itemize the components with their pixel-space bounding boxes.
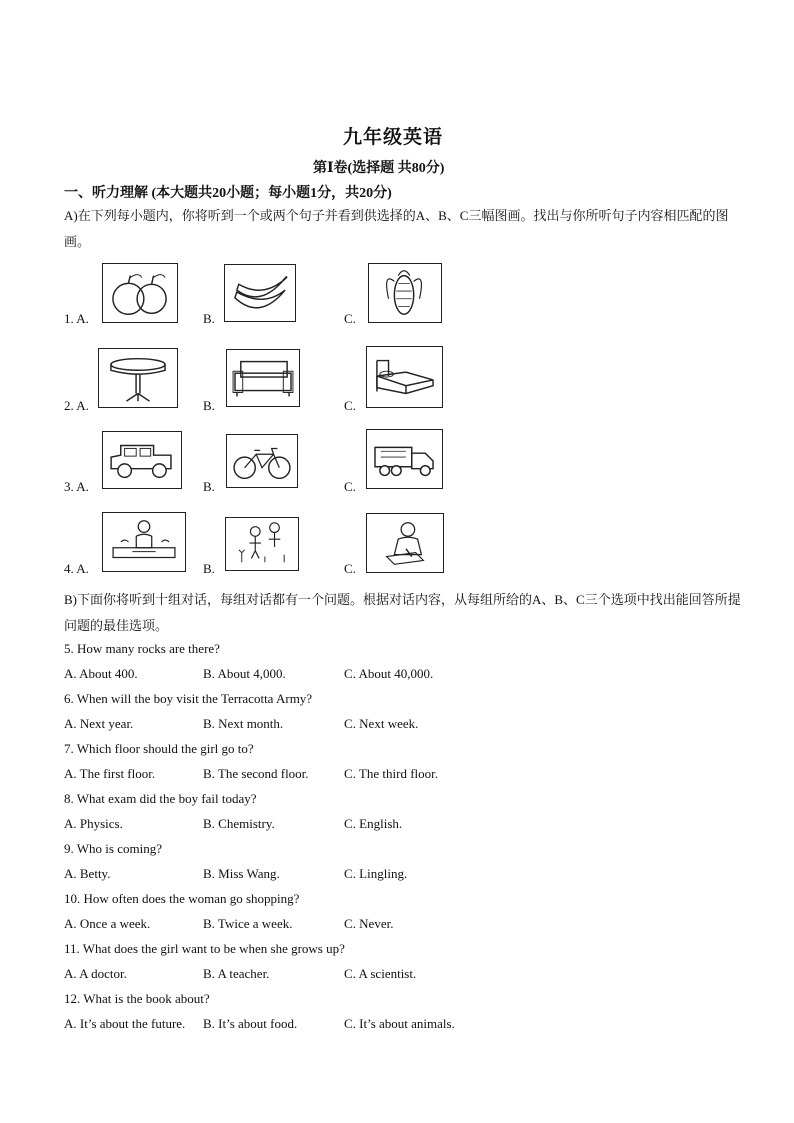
sofa-icon [226,349,300,407]
question-text: 8. What exam did the boy fail today? [64,791,257,806]
choice-c: C. Never. [344,916,394,931]
jeep-icon [102,431,182,489]
choice-b: B. About 4,000. [203,666,286,681]
choice-b: B. The second floor. [203,766,309,781]
question-text: 7. Which floor should the girl go to? [64,741,254,756]
option-label: 4. A. [64,561,89,576]
question-text: 6. When will the boy visit the Terracotta Army? [64,691,313,706]
choice-a: A. Once a week. [64,916,151,931]
choice-a: A. About 400. [64,666,138,681]
option-label: B. [203,479,215,494]
question-text: 12. What is the book about? [64,991,210,1006]
choice-b: B. Miss Wang. [203,866,280,881]
bicycle-icon [226,434,298,488]
option-label: B. [203,561,215,576]
option-label: C. [344,311,356,326]
choice-c: C. Lingling. [344,866,408,881]
option-label: C. [344,398,356,413]
question-text: 5. How many rocks are there? [64,641,220,656]
section-heading: 一、听力理解 (本大题共20小题；每小题1分，共20分) [64,186,392,201]
choice-c: C. A scientist. [344,966,417,981]
option-label: 1. A. [64,311,89,326]
question-text: 10. How often does the woman go shopping? [64,891,300,906]
option-label: 2. A. [64,398,89,413]
choice-a: A. It’s about the future. [64,1016,186,1031]
bananas-icon [224,264,296,322]
choice-b: B. Twice a week. [203,916,293,931]
option-label: B. [203,311,215,326]
truck-icon [366,429,443,489]
question-text: 11. What does the girl want to be when she grows up? [64,941,345,956]
boy-writing-icon [366,513,444,573]
choice-a: A. Next year. [64,716,134,731]
option-label: C. [344,479,356,494]
question-text: 9. Who is coming? [64,841,162,856]
choice-c: C. About 40,000. [344,666,434,681]
choice-a: A. Betty. [64,866,111,881]
choice-c: C. It’s about animals. [344,1016,455,1031]
choice-b: B. It’s about food. [203,1016,298,1031]
choice-b: B. Next month. [203,716,284,731]
option-label: B. [203,398,215,413]
choice-a: A. Physics. [64,816,123,831]
choice-c: C. The third floor. [344,766,439,781]
table-icon [98,348,178,408]
man-cooking-icon [102,512,186,572]
page-title: 九年级英语 [343,127,444,148]
option-label: C. [344,561,356,576]
choice-c: C. English. [344,816,403,831]
part-b-instruction: B)下面你将听到十组对话，每组对话都有一个问题。根据对话内容，从每组所给的A、B、C三个选项中找出能回答所提问题的最佳选项。 [64,592,741,633]
part-a-instruction: A)在下列每小题内，你将听到一个或两个句子并看到供选择的A、B、C三幅图画。找出与你所听句子内容相匹配的图画。 [64,208,729,249]
choice-b: B. Chemistry. [203,816,275,831]
choice-b: B. A teacher. [203,966,270,981]
bed-icon [366,346,443,408]
choice-c: C. Next week. [344,716,419,731]
option-label: 3. A. [64,479,89,494]
choice-a: A. The first floor. [64,766,156,781]
apples-icon [102,263,178,323]
children-garden-icon [225,517,299,571]
choice-a: A. A doctor. [64,966,127,981]
corn-icon [368,263,442,323]
volume-heading: 第Ⅰ卷(选择题 共80分) [313,161,445,176]
